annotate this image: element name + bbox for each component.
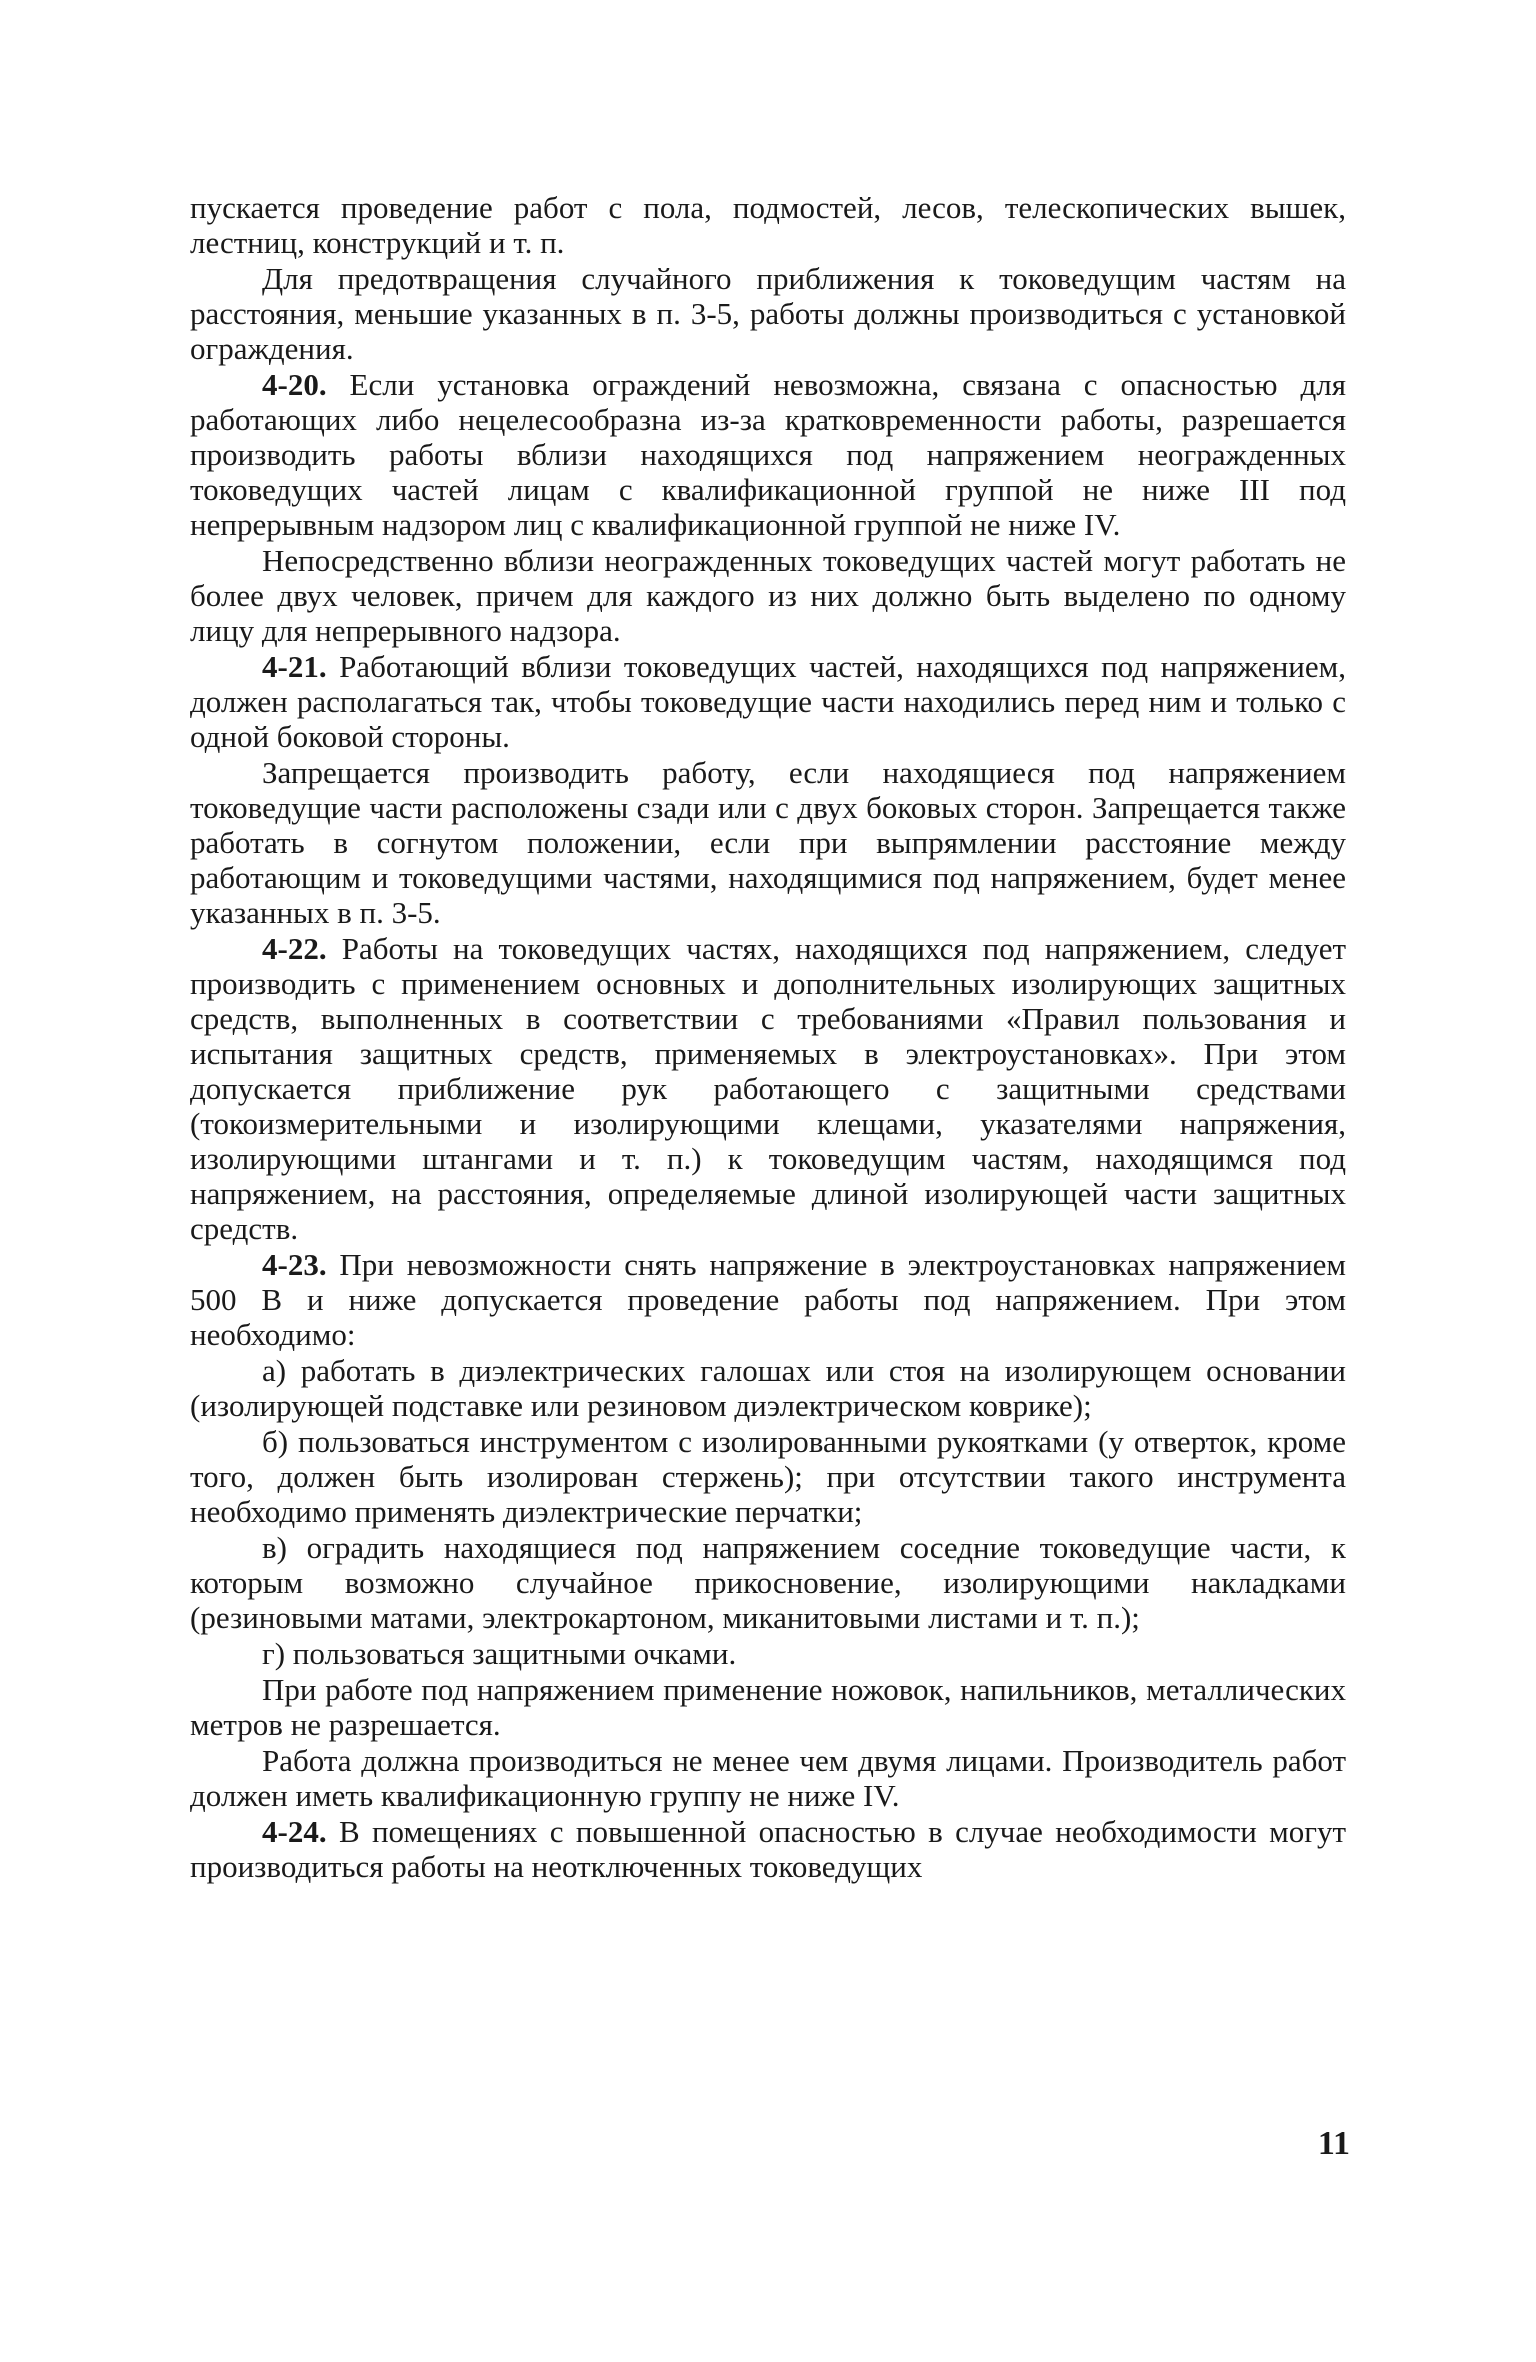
paragraph: Работа должна производиться не менее чем двумя лицами. Производитель работ должен иметь квалификационную группу не ниже IV. [190, 1743, 1346, 1813]
paragraph-4-21: 4-21. Работающий вблизи токоведущих частей, находящихся под напряжением, должен располагаться так, чтобы токоведущие части находились перед ним и только с одной боковой стороны. [190, 649, 1346, 754]
paragraph-continuation: пускается проведение работ с пола, подмостей, лесов, телескопических вышек, лестниц, конструкций и т. п. [190, 190, 1346, 260]
paragraph-4-20: 4-20. Если установка ограждений невозможна, связана с опасностью для работающих либо нецелесообразна из-за кратковременности работы, разрешается производить работы вблизи находящихся под напряжением неогражденных токоведущих частей лицам с квалификационной группой не ниже III под непрерывным надзором лиц с квалификационной группой не ниже IV. [190, 367, 1346, 542]
paragraph-4-23: 4-23. При невозможности снять напряжение в электроустановках напряжением 500 В и ниже допускается проведение работы под напряжением. При этом необходимо: [190, 1247, 1346, 1352]
page-number: 11 [1317, 2125, 1350, 2162]
paragraph-4-22: 4-22. Работы на токоведущих частях, находящихся под напряжением, следует производить с применением основных и дополнительных изолирующих защитных средств, выполненных в соответствии с требованиями «Правил пользования и испытания защитных средств, применяемых в электроустановках». При этом допускается приближение рук работающего с защитными средствами (токоизмерительными и изолирующими клещами, указателями напряжения, изолирующими штангами и т. п.) к токоведущим частям, находящимся под напряжением, на расстояния, определяемые длиной изолирующей части защитных средств. [190, 931, 1346, 1246]
paragraph: Непосредственно вблизи неогражденных токоведущих частей могут работать не более двух человек, причем для каждого из них должно быть выделено по одному лицу для непрерывного надзора. [190, 543, 1346, 648]
section-number: 4-21. [262, 649, 327, 684]
list-item-a: а) работать в диэлектрических галошах или стоя на изолирующем основании (изолирующей подставке или резиновом диэлектрическом коврике); [190, 1353, 1346, 1423]
section-number: 4-24. [262, 1814, 327, 1849]
list-item-b: б) пользоваться инструментом с изолированными рукоятками (у отверток, кроме того, должен быть изолирован стержень); при отсутствии такого инструмента необходимо применять диэлектрические перчатки; [190, 1424, 1346, 1529]
paragraph: При работе под напряжением применение ножовок, напильников, металлических метров не разрешается. [190, 1672, 1346, 1742]
section-number: 4-23. [262, 1247, 327, 1282]
list-item-v: в) оградить находящиеся под напряжением соседние токоведущие части, к которым возможно случайное прикосновение, изолирующими накладками (резиновыми матами, электрокартоном, миканитовыми листами и т. п.); [190, 1530, 1346, 1635]
section-number: 4-22. [262, 931, 327, 966]
document-body [190, 190, 1346, 1884]
list-item-g: г) пользоваться защитными очками. [262, 1636, 737, 1671]
section-number: 4-20. [262, 367, 327, 402]
paragraph: Запрещается производить работу, если находящиеся под напряжением токоведущие части расположены сзади или с двух боковых сторон. Запрещается также работать в согнутом положении, если при выпрямлении расстояние между работающим и токоведущими частями, находящимися под напряжением, будет менее указанных в п. 3-5. [190, 755, 1346, 930]
paragraph: Для предотвращения случайного приближения к токоведущим частям на расстояния, меньшие указанных в п. 3-5, работы должны производиться с установкой ограждения. [190, 261, 1346, 366]
paragraph-4-24: 4-24. В помещениях с повышенной опасностью в случае необходимости могут производиться работы на неотключенных токоведущих [190, 1814, 1347, 1884]
